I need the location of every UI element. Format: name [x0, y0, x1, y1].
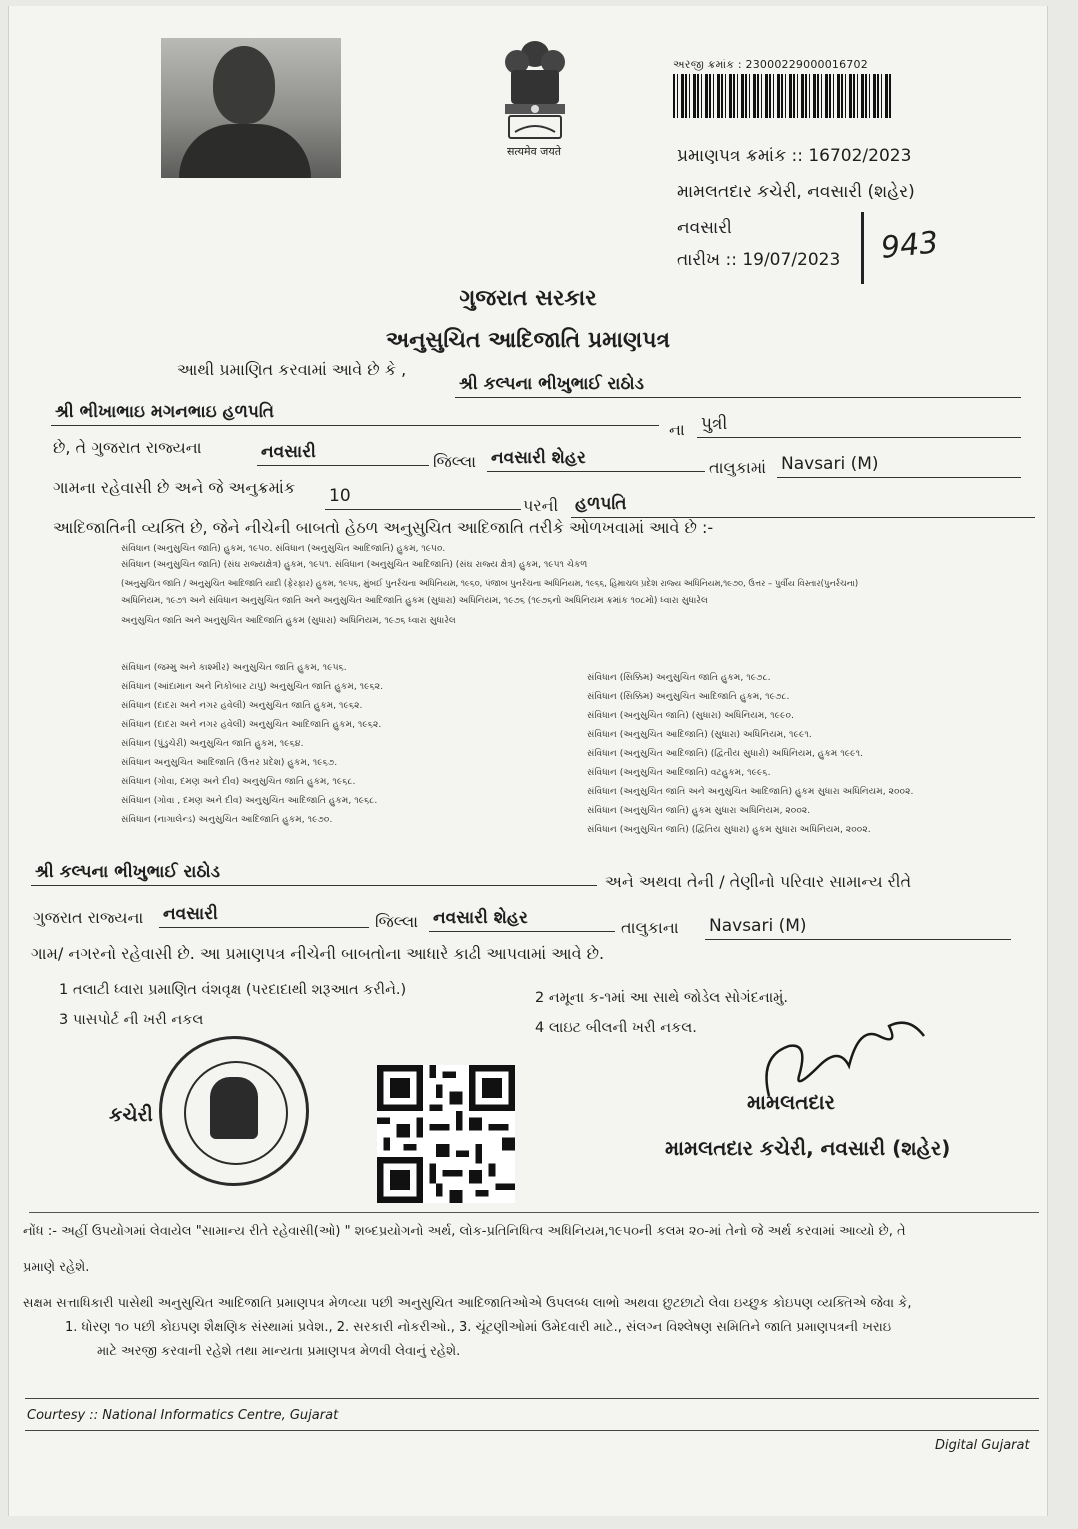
applicant-name: શ્રી કલ્પના ભીખુભાઈ રાઠોડ — [455, 374, 1021, 398]
footer-rule-bottom — [25, 1430, 1039, 1431]
certificate-title: અનુસુચિત આદિજાતિ પ્રમાણપત્ર — [385, 328, 671, 353]
certify-text: આથી પ્રમાણિત કરવામાં આવે છે કે , — [177, 360, 407, 379]
qr-code-icon — [377, 1064, 515, 1204]
notes-divider — [29, 1212, 1039, 1213]
section2-district: નવસારી — [159, 904, 369, 928]
na-label: ના — [669, 420, 685, 439]
father-name: શ્રી ભીખાભાઇ મગનભાઇ હળપતિ — [51, 402, 659, 426]
eligibility-line: સક્ષમ સત્તાધિકારી પાસેથી અનુસુચિત આદિજાતિ પ્રમાણપત્ર મેળવ્યા પછી અનુસુચિત આદિજાતિઓએ ઉપલબ્ધ લાભો અથવા છુટછાટો લેવા ઇચ્છુક કોઇપણ વ્યક્તિએ જેવા કે, — [23, 1296, 912, 1311]
district-label: જિલ્લા — [433, 452, 477, 471]
taluka: Navsari (M) — [777, 454, 1021, 478]
taluka-label: તાલુકામાં — [709, 458, 767, 477]
national-emblem-icon — [495, 36, 575, 146]
eligibility-line: 1. ધોરણ ૧૦ પછી કોઇપણ શૈક્ષણિક સંસ્થામાં પ્રવેશ., 2. સરકારી નોકરીઓ., 3. ચૂંટણીઓમાં ઉમેદવારી માટે., સંલગ્ન વિશ્લેષણ સમિતિને જાતિ પ્રમાણપત્રની ખરાઇ — [65, 1320, 892, 1335]
certificate-page — [8, 6, 1048, 1516]
legal-line: અધિનિયમ, ૧૯૭૧ અને સંવિધાન અનુસુચિત જાતિ અને અનુસુચિત આદિજાતિ હુકમ (સુધારા) અધિનિયમ, ૧૯૭૬ (૧૯૭૬નો અધિનિયમ ક્રમાંક ૧૦૮મો) ધ્વારા સુધારેલ — [121, 596, 708, 606]
district: નવસારી — [257, 442, 429, 466]
note-line: પ્રમાણે રહેશે. — [23, 1260, 90, 1275]
order-left: સંવિધાન (જમ્મુ અને કાશ્મીર) અનુસુચિત જાતિ હુકમ, ૧૯૫૬. — [121, 662, 347, 673]
order-right: સંવિધાન (અનુસુચિત આદિજાતિ) (સુધારા) અધિનિયમ, ૧૯૯૧. — [587, 729, 812, 740]
par-label: પરની — [523, 496, 559, 515]
section2-state-prefix: ગુજરાત રાજ્યના — [33, 908, 144, 927]
order-right: સંવિધાન (અનુસુચિત આદિજાતિ) (દ્વિતીય સુધારો) અધિનિયમ, હુકમ ૧૯૯૧. — [587, 748, 864, 759]
order-left: સંવિધાન (દાદરા અને નગર હવેલી) અનુસુચિત આદિજાતિ હુકમ, ૧૯૬૨. — [121, 719, 382, 730]
section2-district-label: જિલ્લા — [375, 912, 419, 931]
order-left: સંવિધાન અનુસુચિત આદિજાતિ (ઉત્તર પ્રદેશ) હુકમ, ૧૯૬૭. — [121, 757, 338, 768]
state-prefix: છે, તે ગુજરાત રાજ્યના — [53, 438, 202, 457]
signatory-office: મામલતદાર કચેરી, નવસારી (શહેર) — [665, 1136, 951, 1160]
government-title: ગુજરાત સરકાર — [459, 286, 597, 311]
order-left: સંવિધાન (નાગાલેન્ડ) અનુસુચિત આદિજાતિ હુકમ, ૧૯૭૦. — [121, 814, 333, 825]
handwritten-number: 943 — [879, 225, 940, 266]
order-left: સંવિધાન (પુંડુચેરી) અનુસુચિત જાતિ હુકમ, ૧૯૬૪. — [121, 738, 304, 749]
applicant-photo — [161, 38, 341, 178]
recognition-text: આદિજાતિની વ્યક્તિ છે, જેને નીચેની બાબતો હેઠળ અનુસુચિત આદિજાતિ તરીકે ઓળખવામાં આવે છે :- — [53, 518, 714, 537]
application-number: અરજી ક્રમાંક : 23000229000016702 — [673, 58, 868, 71]
office-seal-icon — [159, 1036, 309, 1186]
legal-line: અનુસુચિત જાતિ અને અનુસુચિત આદિજાતિ હુકમ (સુધારા) અધિનિયમ, ૧૯૭૬ ધ્વારા સુધારેલ — [121, 616, 456, 626]
seal-label: કચેરી — [109, 1104, 153, 1126]
document-item: 3 પાસપોર્ટ ની ખરી નકલ — [59, 1012, 204, 1028]
basis-text: ગામ/ નગરનો રહેવાસી છે. આ પ્રમાણપત્ર નીચેની બાબતોના આધારે કાઢી આપવામાં આવે છે. — [31, 944, 605, 963]
digital-gujarat-text: Digital Gujarat — [935, 1438, 1030, 1453]
order-right: સંવિધાન (સિક્કિમ) અનુસુચિત જાતિ હુકમ, ૧૯૭૮. — [587, 672, 771, 683]
order-right: સંવિધાન (અનુસુચિત જાતિ) (દ્વિતિય સુધારા) હુકમ સુધારા અધિનિયમ, ૨૦૦૨. — [587, 824, 871, 835]
legal-line: સંવિધાન (અનુસુચિત જાતિ) હુકમ, ૧૯૫૦. સંવિધાન (અનુસુચિત આદિજાતિ) હુકમ, ૧૯૫૦. — [121, 544, 446, 554]
legal-line: (અનુસુચિત જાતિ / અનુસુચિત આદિજાતિ યાદી (ફેરફાર) હુકમ, ૧૯૫૬, મુંબઈ પુનર્રચના અધિનિયમ, ૧૯૬૦, પંજાબ પુનર્રચના અધિનિયમ, ૧૯૬૬, હિમાચલ પ્રદેશ રાજ્ય અધિનિયમ,૧૯૭૦, ઉત્તર – પુર્વીય વિસ્તાર(પુનર્રચના) — [121, 578, 859, 588]
serial-number: 10 — [325, 486, 521, 510]
order-right: સંવિધાન (અનુસુચિત જાતિ) હુકમ સુધારા અધિનિયમ, ૨૦૦૨. — [587, 805, 811, 816]
order-right: સંવિધાન (અનુસુચિત જાતિ અને અનુસુચિત આદિજાતિ) હુકમ સુધારા અધિનિયમ, ૨૦૦૨. — [587, 786, 914, 797]
order-right: સંવિધાન (અનુસુચિત આદિજાતિ) વટહુકમ, ૧૯૯૬. — [587, 767, 771, 778]
issue-date: તારીખ :: 19/07/2023 — [677, 250, 841, 270]
barcode — [673, 74, 893, 118]
emblem-motto: सत्यमेव जयते — [506, 145, 561, 158]
tribe: હળપતિ — [571, 494, 1035, 518]
seal-emblem-icon — [210, 1077, 258, 1139]
legal-line: સંવિધાન (અનુસુચિત જાતિ) (સંઘ રાજ્યક્ષેત્ર) હુકમ, ૧૯૫૧. સંવિધાન (અનુસુચિત આદિજાતિ) (સંઘ રાજ્ય ક્ષેત્ર) હુકમ, ૧૯૫૧ ચેકળ — [121, 560, 588, 570]
certificate-number: પ્રમાણપત્ર ક્રમાંક :: 16702/2023 — [677, 146, 912, 166]
handwritten-bracket — [861, 212, 864, 284]
order-right: સંવિધાન (સિક્કિમ) અનુસુચિત આદિજાતિ હુકમ, ૧૯૭૮. — [587, 691, 790, 702]
order-left: સંવિધાન (ગોવા, દમણ અને દીવ) અનુસુચિત જાતિ હુકમ, ૧૯૬૮. — [121, 776, 356, 787]
section2-taluka-label: તાલુકાના — [621, 918, 679, 937]
order-left: સંવિધાન (દાદરા અને નગર હવેલી) અનુસુચિત જાતિ હુકમ, ૧૯૬૨. — [121, 700, 363, 711]
courtesy-text: Courtesy :: National Informatics Centre, Gujarat — [27, 1408, 339, 1423]
relation: પુત્રી — [697, 414, 1021, 438]
section2-taluka: Navsari (M) — [705, 916, 1011, 940]
footer-rule-top — [25, 1398, 1039, 1399]
document-item: 1 તલાટી ધ્વારા પ્રમાણિત વંશવૃક્ષ (પરદાદાથી શરૂઆત કરીને.) — [59, 982, 407, 998]
photo-face — [213, 46, 275, 124]
photo-shoulders — [179, 124, 311, 178]
village-text: ગામના રહેવાસી છે અને જે અનુક્રમાંક — [53, 478, 296, 497]
issuing-office: મામલતદાર કચેરી, નવસારી (શહેર) — [677, 182, 915, 202]
order-left: સંવિધાન (આંદામાન અને નિકોબાર ટાપુ) અનુસુચિત જાતિ હુકમ, ૧૯૬૨. — [121, 681, 384, 692]
note-line: નોંધ :- અહીં ઉપયોગમાં લેવાયેલ "સામાન્ય રીતે રહેવાસી(ઓ) " શબ્દપ્રયોગનો અર્થ, લોક-પ્રતિનિધિત્વ અધિનિયમ,૧૯૫૦ની કલમ ૨૦-માં તેનો જે અર્થ કરવામાં આવ્યો છે, તે — [23, 1224, 906, 1239]
document-item: 2 નમૂના ક-૧માં આ સાથે જોડેલ સોગંદનામું. — [535, 990, 789, 1006]
order-left: સંવિધાન (ગોવા , દમણ અને દીવ) અનુસુચિત આદિજાતિ હુકમ, ૧૯૬૮. — [121, 795, 378, 806]
issuing-place: નવસારી — [677, 218, 732, 238]
city: નવસારી શેહર — [487, 448, 705, 472]
signatory-title: મામલતદાર — [747, 1090, 835, 1114]
eligibility-line: માટે અરજી કરવાની રહેશે તથા માન્યતા પ્રમાણપત્ર મેળવી લેવાનું રહેશે. — [97, 1344, 461, 1359]
document-item: 4 લાઇટ બીલની ખરી નકલ. — [535, 1020, 697, 1036]
section2-city: નવસારી શેહર — [429, 908, 615, 932]
family-text: અને અથવા તેની / તેણીનો પરિવાર સામાન્ય રીતે — [605, 872, 912, 891]
section2-name: શ્રી કલ્પના ભીખુભાઈ રાઠોડ — [31, 862, 597, 886]
order-right: સંવિધાન (અનુસુચિત જાતિ) (સુધારા) અધિનિયમ, ૧૯૯૦. — [587, 710, 794, 721]
